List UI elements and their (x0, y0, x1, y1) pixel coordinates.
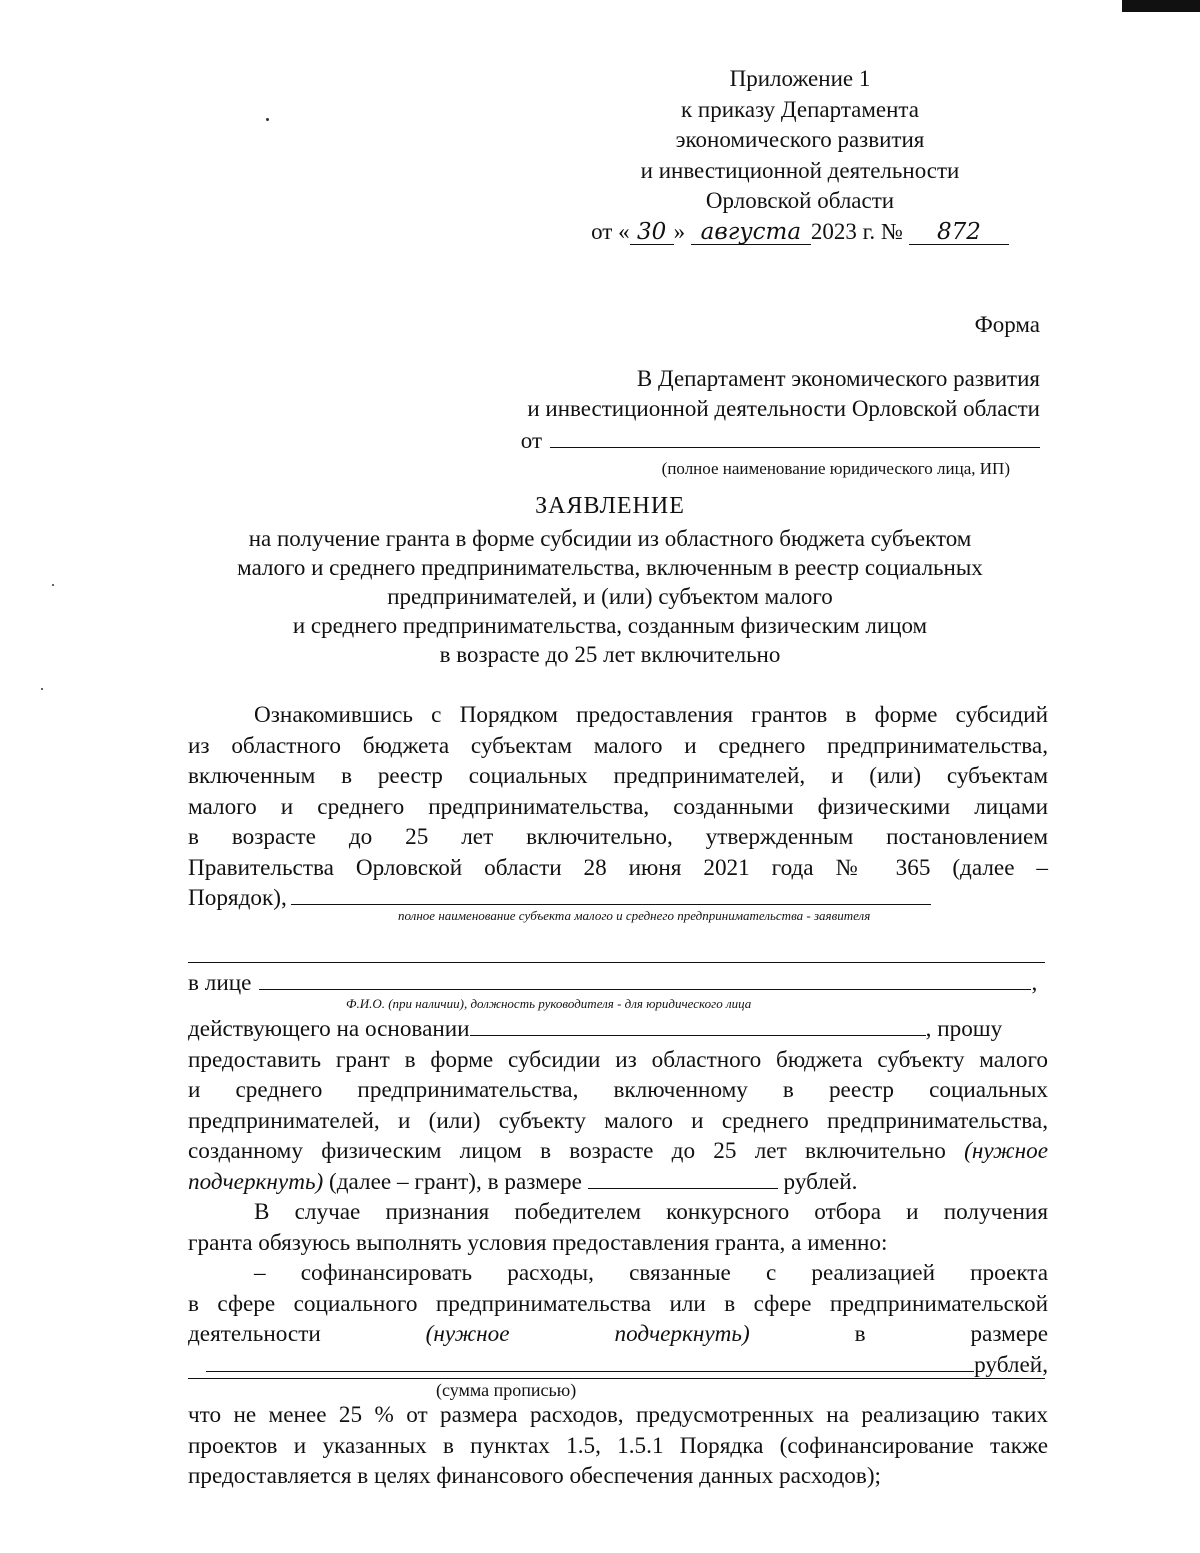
title-line-1: на получение гранта в форме субсидии из областного бюджета субъектом (248, 526, 972, 551)
acting-basis-field[interactable] (470, 1015, 926, 1036)
intro-line-2: из областного бюджета субъектам малого и среднего предпринимательства, (188, 732, 1048, 759)
intro-line-6: Правительства Орловской области 28 июня 2021 года № 365 (далее – (188, 854, 1048, 881)
cofin-word-4: в (854, 1321, 866, 1347)
order-from-prefix: от « (591, 218, 630, 244)
cofin-amount-line (188, 1350, 1048, 1381)
representative-row (188, 968, 1048, 999)
final-paragraph (188, 1400, 1048, 1492)
acting-basis-label: действующего на основании (188, 1016, 470, 1042)
recipient-line-2: и инвестиционной деятельности Орловской области (527, 396, 1040, 421)
intro-paragraph (188, 700, 1048, 914)
applicant-name-continuation-line[interactable] (188, 962, 1045, 963)
appendix-line-3: экономического развития (675, 127, 925, 152)
head-name-field[interactable] (259, 969, 1031, 990)
intro-line-5: в возрасте до 25 лет включительно, утвержденным постановлением (188, 824, 1048, 850)
v-litse-label: в лице (188, 970, 252, 996)
head-caption: Ф.И.О. (при наличии), должность руководителя - для юридического лица (346, 996, 752, 1011)
applicant-caption: полное наименование субъекта малого и среднего предпринимательства - заявителя (398, 908, 871, 923)
title-line-2: малого и среднего предпринимательства, включенным в реестр социальных (237, 555, 983, 580)
title-main: ЗАЯВЛЕНИЕ (535, 493, 685, 519)
proshu-label: , прошу (925, 1016, 1003, 1042)
recipient-from-row (521, 426, 1040, 456)
order-year: 2023 г. (810, 218, 876, 244)
handwritten-order-number: 872 (909, 220, 1009, 245)
intro-line-1: Ознакомившись с Порядком предоставления грантов в форме субсидий (254, 702, 1048, 728)
case-line-2: гранта обязуюсь выполнять условия предоставления гранта, а именно: (188, 1229, 888, 1256)
cofin-word-3: подчеркнуть) (614, 1321, 750, 1347)
rubles-label: рублей. (783, 1168, 858, 1195)
appendix-line-4: и инвестиционной деятельности (640, 157, 960, 183)
recipient-block (521, 364, 1040, 484)
sum-in-words-line[interactable] (188, 1378, 1045, 1379)
intro-line-3: включенным в реестр социальных предпринимателей, и (или) субъектам (188, 763, 1048, 789)
appendix-line-2: к приказу Департамента (681, 96, 919, 122)
acting-basis-line (188, 1014, 1048, 1045)
cofin-word-1: деятельности (188, 1321, 321, 1347)
scan-speck (52, 584, 54, 586)
rubles-comma-label: рублей, (974, 1351, 1048, 1378)
scan-corner-mark (1122, 0, 1200, 12)
scan-speck (266, 118, 269, 121)
cofin-line-2: в сфере социального предпринимательства или в сфере предпринимательской (188, 1290, 1048, 1317)
v-litse-line (188, 968, 1048, 999)
order-date-close: » (673, 218, 686, 244)
last-line-3: предоставляется в целях финансового обеспечения данных расходов); (188, 1463, 881, 1489)
sum-caption: (сумма прописью) (436, 1380, 577, 1400)
form-label: Форма (974, 312, 1040, 337)
scan-speck (41, 688, 43, 690)
intro-line-4: малого и среднего предпринимательства, созданными физическими лицами (188, 793, 1048, 820)
recipient-line-1: В Департамент экономического развития (636, 366, 1040, 391)
handwritten-month: августа (691, 220, 811, 245)
request-paragraph (188, 1014, 1048, 1380)
cofin-line-3 (188, 1319, 1048, 1350)
application-title (150, 492, 1070, 669)
order-number-sign: № (880, 218, 903, 244)
request-line-1: предоставить грант в форме субсидии из областного бюджета субъекту малого (188, 1046, 1048, 1073)
grant-amount-field[interactable] (588, 1168, 778, 1189)
recipient-from-caption: (полное наименование юридического лица, ИП) (661, 459, 1010, 478)
request-line-5b: (далее – грант), в размере (329, 1168, 582, 1195)
appendix-header (560, 64, 1040, 247)
title-line-3: предпринимателей, и (или) субъектом малого (387, 584, 833, 609)
title-line-5: в возрасте до 25 лет включительно (439, 642, 781, 667)
appendix-line-1: Приложение 1 (729, 66, 871, 91)
request-line-4b: (нужное (964, 1138, 1049, 1164)
appendix-line-5: Орловской области (705, 188, 895, 213)
order-date-line (560, 217, 1040, 248)
case-line-1: В случае признания победителем конкурсного отбора и получения (254, 1199, 1048, 1225)
request-line-5a: подчеркнуть) (188, 1168, 324, 1195)
poryadok-label: Порядок), (188, 885, 287, 911)
cofin-line-1: – софинансировать расходы, связанные с реализацией проекта (254, 1260, 1048, 1286)
cofin-word-2: (нужное (425, 1321, 510, 1347)
title-line-4: и среднего предпринимательства, созданным физическим лицом (292, 613, 928, 638)
recipient-from-label: от (520, 428, 542, 453)
last-line-2: проектов и указанных в пунктах 1.5, 1.5.1 Порядка (софинансирование также (188, 1432, 1048, 1459)
v-litse-comma: , (1031, 970, 1038, 996)
cofin-word-5: размере (970, 1321, 1049, 1347)
request-line-5 (188, 1167, 1048, 1198)
applicant-full-name-field[interactable] (291, 884, 931, 905)
last-line-1: что не менее 25 % от размера расходов, предусмотренных на реализацию таких (188, 1402, 1048, 1428)
cofin-amount-field[interactable] (206, 1351, 974, 1372)
request-line-2: и среднего предпринимательства, включенному в реестр социальных (188, 1077, 1048, 1103)
request-line-4a: созданному физическим лицом в возрасте до 25 лет включительно (188, 1138, 946, 1164)
request-line-4 (188, 1136, 1048, 1167)
handwritten-day: 30 (630, 220, 674, 245)
request-line-3: предпринимателей, и (или) субъекту малого и среднего предпринимательства, (188, 1107, 1048, 1134)
applicant-name-field[interactable] (550, 427, 1040, 448)
